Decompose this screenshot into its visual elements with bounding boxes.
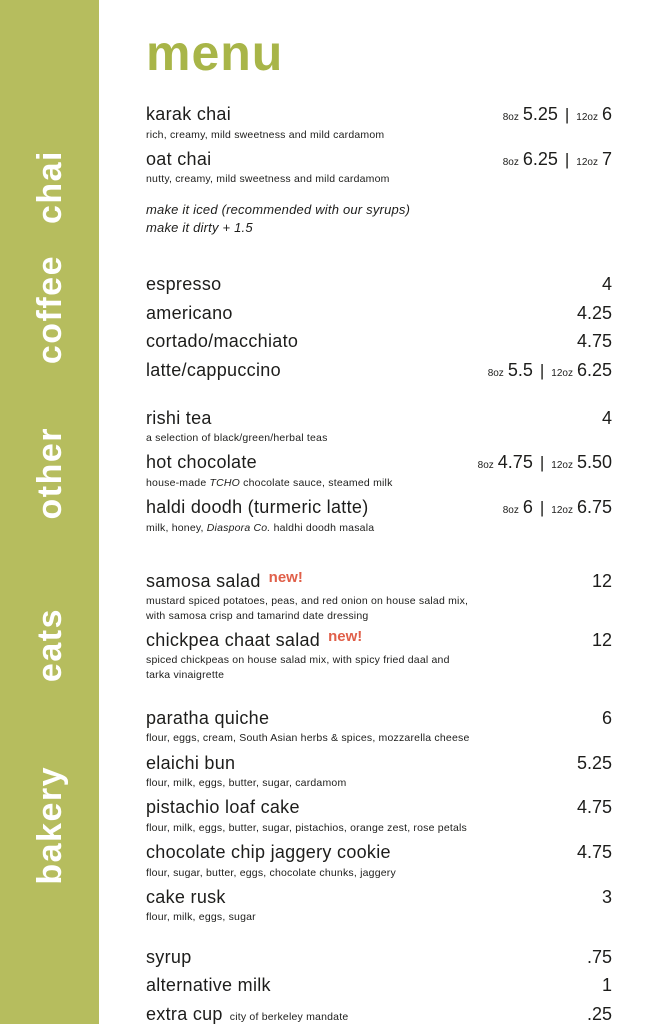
price-value: 4.75 <box>497 452 533 473</box>
section-other <box>146 408 612 535</box>
price-value: 12 <box>591 570 612 591</box>
item-price <box>503 104 612 126</box>
price-separator: | <box>564 149 570 169</box>
price-value: 7 <box>601 148 612 169</box>
menu-item <box>146 797 612 835</box>
item-name: elaichi bun <box>146 752 236 773</box>
section-coffee <box>146 274 612 381</box>
menu-item-row <box>146 568 612 593</box>
price-value: 1 <box>601 975 612 996</box>
item-description <box>146 521 586 535</box>
item-price <box>587 947 612 969</box>
item-price <box>577 842 612 864</box>
menu-item-row <box>146 1004 612 1024</box>
menu-item <box>146 947 612 969</box>
item-description <box>146 910 586 924</box>
item-name: espresso <box>146 274 222 295</box>
menu-item-left <box>146 887 226 909</box>
price-value: 6 <box>601 707 612 728</box>
section-extras <box>146 947 612 1024</box>
item-description-segment: house-made <box>146 476 210 489</box>
price-size-label: 12oz <box>576 112 598 123</box>
menu-item-left <box>146 303 233 325</box>
menu-item <box>146 627 612 682</box>
item-price <box>602 408 612 430</box>
price-value: 5.5 <box>507 360 533 380</box>
price-size-label: 8oz <box>502 156 519 168</box>
item-price <box>503 497 612 519</box>
item-name: paratha quiche <box>146 707 270 728</box>
item-price <box>602 975 612 997</box>
sidebar-label-other <box>0 403 99 543</box>
item-description <box>146 172 586 186</box>
item-name: chocolate chip jaggery cookie <box>146 842 391 863</box>
item-description <box>146 128 586 142</box>
item-price <box>587 1004 612 1024</box>
price-size-label: 8oz <box>487 368 504 379</box>
item-name: syrup <box>146 946 192 967</box>
menu-item <box>146 975 612 997</box>
sidebar-label-eats <box>0 575 99 715</box>
item-description <box>146 594 586 622</box>
item-description-segment: chocolate sauce, steamed milk <box>240 476 393 489</box>
item-description-segment: a selection of black/green/herbal teas <box>146 432 328 445</box>
item-description-segment: flour, milk, eggs, sugar <box>146 911 256 924</box>
menu-item <box>146 149 612 187</box>
menu-item <box>146 331 612 353</box>
item-name: oat chai <box>146 148 212 169</box>
price-separator: | <box>539 361 545 380</box>
menu-item <box>146 274 612 296</box>
item-price <box>592 630 612 652</box>
item-name: karak chai <box>146 104 232 124</box>
menu-item <box>146 408 612 446</box>
item-description-italic-segment: Diaspora Co. <box>206 521 271 534</box>
menu-item-left <box>146 497 369 519</box>
menu-item-row <box>146 104 612 126</box>
menu-item-row <box>146 753 612 775</box>
new-badge: new! <box>268 568 303 586</box>
item-price <box>577 797 612 819</box>
menu-item-row <box>146 360 612 382</box>
item-name: alternative milk <box>146 975 271 996</box>
item-description <box>146 731 586 745</box>
item-name: hot chocolate <box>146 452 257 473</box>
sidebar-label-text: chai <box>30 149 69 225</box>
item-name: cortado/macchiato <box>146 331 299 352</box>
item-description <box>146 866 586 880</box>
item-description <box>146 431 586 445</box>
menu-item-row <box>146 947 612 969</box>
item-name: haldi doodh (turmeric latte) <box>146 497 369 518</box>
menu-item <box>146 887 612 925</box>
price-size-label: 12oz <box>551 505 573 517</box>
menu-item-left <box>146 797 300 819</box>
menu-item <box>146 452 612 490</box>
item-name: samosa salad <box>146 570 261 591</box>
menu-item-left <box>146 104 231 126</box>
item-name: pistachio loaf cake <box>146 797 300 818</box>
item-price <box>577 303 612 325</box>
menu-item-row <box>146 274 612 296</box>
item-description-segment: tarka vinaigrette <box>146 668 225 681</box>
menu-item-row <box>146 708 612 730</box>
price-value: 5.25 <box>522 104 558 124</box>
price-value: 6 <box>522 497 533 518</box>
menu-content <box>99 0 662 1024</box>
item-name: rishi tea <box>146 407 212 428</box>
menu-item-left <box>146 627 363 652</box>
menu-item-row <box>146 627 612 652</box>
menu-item-left <box>146 947 192 969</box>
menu-item-left <box>146 975 271 997</box>
price-value: 4 <box>601 274 612 295</box>
price-value: 6.25 <box>576 360 612 380</box>
sidebar-label-bakery <box>0 755 99 895</box>
price-separator: | <box>564 105 570 124</box>
menu-item-row <box>146 452 612 474</box>
menu-item-row <box>146 842 612 864</box>
menu-item-left <box>146 1004 348 1024</box>
item-description-segment: flour, milk, eggs, butter, sugar, cardamom <box>146 777 347 790</box>
price-value: .25 <box>586 1003 612 1024</box>
new-badge: new! <box>328 627 363 645</box>
price-value: 4.75 <box>576 797 612 818</box>
item-name: cake rusk <box>146 886 226 907</box>
item-price <box>577 331 612 353</box>
item-description-segment: haldhi doodh masala <box>270 521 375 534</box>
item-name: americano <box>146 302 233 323</box>
menu-item-left <box>146 274 221 296</box>
item-description <box>146 776 586 790</box>
price-size-label: 12oz <box>551 368 573 379</box>
item-description <box>146 476 586 490</box>
item-description <box>146 821 586 835</box>
item-description-segment: flour, sugar, butter, eggs, chocolate chunks, jaggery <box>146 866 396 879</box>
item-description-segment: mustard spiced potatoes, peas, and red onion on house salad mix, <box>146 595 469 608</box>
menu-item <box>146 842 612 880</box>
item-description-segment: flour, milk, eggs, butter, sugar, pistachios, orange zest, rose petals <box>146 821 467 834</box>
menu-item-row <box>146 331 612 353</box>
menu-item-left <box>146 149 211 171</box>
item-description-italic-segment: TCHO <box>209 476 241 489</box>
item-price <box>602 274 612 296</box>
section-note-line: make it dirty + 1.5 <box>146 220 253 236</box>
sidebar-label-text: eats <box>30 607 69 683</box>
menu-item-row <box>146 408 612 430</box>
menu-item <box>146 303 612 325</box>
menu-item-left <box>146 408 212 430</box>
price-value: 5.50 <box>576 452 612 473</box>
price-value: 4.75 <box>576 842 612 863</box>
section-note-line: make it iced (recommended with our syrups) <box>146 201 411 217</box>
menu-item-left <box>146 452 257 474</box>
price-value: 4.75 <box>576 331 612 352</box>
menu-item <box>146 360 612 382</box>
section-chai <box>146 104 612 238</box>
section-note <box>146 201 612 239</box>
menu-item-left <box>146 331 298 353</box>
item-name: chickpea chaat salad <box>146 629 321 650</box>
menu-item-left <box>146 568 303 593</box>
menu-item <box>146 753 612 791</box>
category-sidebar <box>0 0 99 1024</box>
section-bakery <box>146 708 612 925</box>
menu-item-left <box>146 842 391 864</box>
item-description-segment: nutty, creamy, mild sweetness and mild cardamom <box>146 173 390 186</box>
price-value: 4.25 <box>576 302 612 323</box>
item-price <box>478 452 612 474</box>
price-value: .75 <box>586 946 612 967</box>
menu-item-row <box>146 975 612 997</box>
item-price <box>602 708 612 730</box>
section-eats <box>146 568 612 682</box>
price-value: 5.25 <box>576 752 612 773</box>
menu-item-row <box>146 303 612 325</box>
price-separator: | <box>539 453 545 473</box>
menu-item-row <box>146 887 612 909</box>
menu-item <box>146 104 612 142</box>
price-size-label: 12oz <box>576 156 598 168</box>
price-value: 6 <box>601 104 612 124</box>
item-description <box>146 653 586 681</box>
sidebar-label-text: coffee <box>30 255 69 365</box>
item-description-segment: flour, eggs, cream, South Asian herbs & spices, mozzarella cheese <box>146 732 470 745</box>
item-description-segment: milk, honey, <box>146 521 207 534</box>
menu-item-row <box>146 149 612 171</box>
sidebar-label-text: bakery <box>30 765 69 885</box>
menu-item-left <box>146 708 269 730</box>
menu-sections <box>146 104 612 1024</box>
menu-item <box>146 568 612 623</box>
menu-item-left <box>146 753 235 775</box>
price-size-label: 12oz <box>551 460 573 472</box>
item-price <box>577 753 612 775</box>
item-name-note: city of berkeley mandate <box>229 1010 349 1023</box>
item-name: extra cup <box>146 1003 223 1024</box>
item-description-segment: rich, creamy, mild sweetness and mild cardamom <box>146 128 385 141</box>
menu-item <box>146 497 612 535</box>
price-value: 3 <box>601 886 612 907</box>
sidebar-label-text: other <box>30 426 69 520</box>
item-description-segment: spiced chickpeas on house salad mix, with spicy fried daal and <box>146 654 450 667</box>
sidebar-label-coffee <box>0 240 99 380</box>
page-title: menu <box>146 25 284 81</box>
menu-item <box>146 708 612 746</box>
menu-item-row <box>146 497 612 519</box>
sidebar-label-chai <box>0 117 99 257</box>
price-size-label: 8oz <box>502 112 519 123</box>
item-description-segment: with samosa crisp and tamarind date dressing <box>146 609 369 622</box>
price-value: 6.25 <box>522 148 558 169</box>
item-price <box>488 360 612 382</box>
price-separator: | <box>539 498 545 518</box>
price-value: 4 <box>601 407 612 428</box>
item-name: latte/cappuccino <box>146 360 281 380</box>
item-price <box>503 149 612 171</box>
menu-item <box>146 1004 612 1024</box>
item-price <box>592 571 612 593</box>
price-size-label: 8oz <box>502 505 519 517</box>
item-price <box>602 887 612 909</box>
menu-item-left <box>146 360 281 382</box>
price-value: 12 <box>591 629 612 650</box>
price-size-label: 8oz <box>477 460 494 472</box>
menu-item-row <box>146 797 612 819</box>
price-value: 6.75 <box>576 497 612 518</box>
